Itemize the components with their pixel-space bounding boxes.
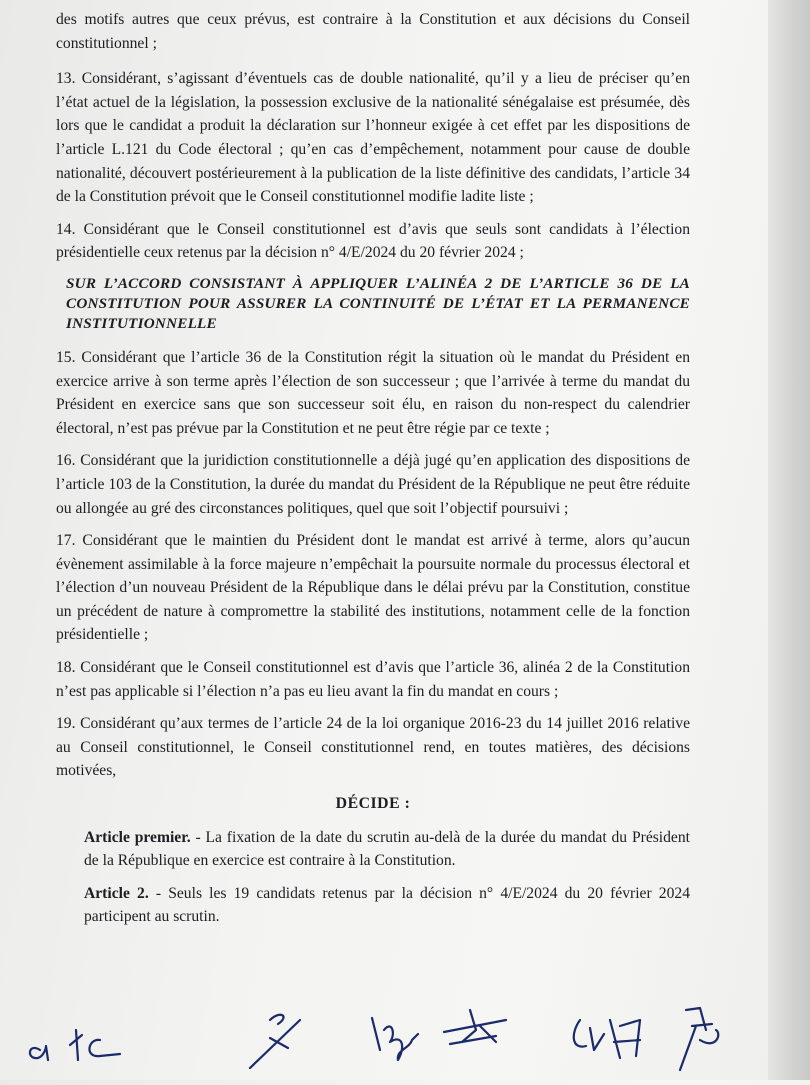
- article-1: [84, 826, 690, 872]
- signature-5: [574, 1020, 640, 1058]
- article-1-text: - La fixation de la date du scrutin au-delà de la durée du mandat du Président de la République en exercice est contraire à la Constitution.: [84, 828, 690, 869]
- document-page: [56, 8, 690, 938]
- signature-4: [444, 1010, 506, 1044]
- page-edge-shadow: [768, 0, 810, 1080]
- signature-6: [680, 1008, 718, 1070]
- paragraph-19: 19. Considérant qu’aux termes de l’article 24 de la loi organique 2016-23 du 14 juillet 2016 relative au Conseil constitutionnel, le Conseil constitutionnel rend, en toutes matières, des décisions motivées,: [56, 715, 690, 780]
- article-1-label: Article premier.: [84, 828, 191, 846]
- paragraph-15: 15. Considérant que l’article 36 de la Constitution régit la situation où le mandat du Président en exercice arrive à son terme après l’élection de son successeur ; que l’arrivée à terme du mandat du Président en exercice sans que son successeur soit élu, en raison du non-respect du calendrier électoral, n’est pas prévue par la Constitution et ne peut être régie par ce texte ;: [56, 348, 690, 437]
- paragraph-17: 17. Considérant que le maintien du Président dont le mandat est arrivé à terme, alors qu’aucun évènement assimilable à la force majeure n’empêchait la poursuite normale du processus électoral et l’élection d’un nouveau Président de la République dans le délai prévu par la Constitution, constitue un précédent de nature à compromettre la stabilité des institutions, notamment celle de la fonction présidentielle ;: [56, 532, 690, 644]
- section-heading: SUR L’ACCORD CONSISTANT À APPLIQUER L’ALINÉA 2 DE L’ARTICLE 36 DE LA CONSTITUTION POUR ASSURER LA CONTINUITÉ DE L’ÉTAT ET LA PERMANENCE INSTITUTIONNELLE: [66, 274, 690, 332]
- decision-heading: DÉCIDE :: [335, 795, 411, 813]
- signatures-row: [0, 990, 810, 1080]
- article-2: [84, 882, 690, 928]
- signature-2: [250, 1015, 300, 1068]
- signature-3: [372, 1018, 418, 1060]
- paragraph-14: 14. Considérant que le Conseil constitutionnel est d’avis que seuls sont candidats à l’élection présidentielle ceux retenus par la décision n° 4/E/2024 du 20 février 2024 ;: [56, 220, 690, 262]
- signature-1: [30, 1030, 120, 1060]
- paragraph-intro: des motifs autres que ceux prévus, est contraire à la Constitution et aux décisions du Conseil constitutionnel ;: [56, 11, 690, 52]
- signatures-svg: [0, 990, 810, 1080]
- paragraph-13: 13. Considérant, s’agissant d’éventuels cas de double nationalité, qu’il y a lieu de préciser qu’en l’état actuel de la législation, la possession exclusive de la nationalité sénégalaise est présumée, dès lors que le candidat a produit la déclaration sur l’honneur exigée à cet effet par les dispositions de l’article L.121 du Code électoral ; qu’en cas d’empêchement, notamment pour cause de double nationalité, découvert postérieurement à la publication de la liste définitive des candidats, l’article 34 de la Constitution prévoit que le Conseil constitutionnel modifie ladite liste ;: [56, 70, 690, 206]
- paragraph-18: 18. Considérant que le Conseil constitutionnel est d’avis que l’article 36, alinéa 2 de la Constitution n’est pas applicable si l’élection n’a pas eu lieu avant la fin du mandat en cours ;: [56, 659, 690, 700]
- article-2-label: Article 2.: [84, 884, 149, 902]
- article-2-text: - Seuls les 19 candidats retenus par la décision n° 4/E/2024 du 20 février 2024 participent au scrutin.: [84, 884, 690, 925]
- paragraph-16: 16. Considérant que la juridiction constitutionnelle a déjà jugé qu’en application des dispositions de l’article 103 de la Constitution, la durée du mandat du Président de la République ne peut être réduite ou allongée au gré des circonstances politiques, quel que soit l’objectif poursuivi ;: [56, 452, 690, 517]
